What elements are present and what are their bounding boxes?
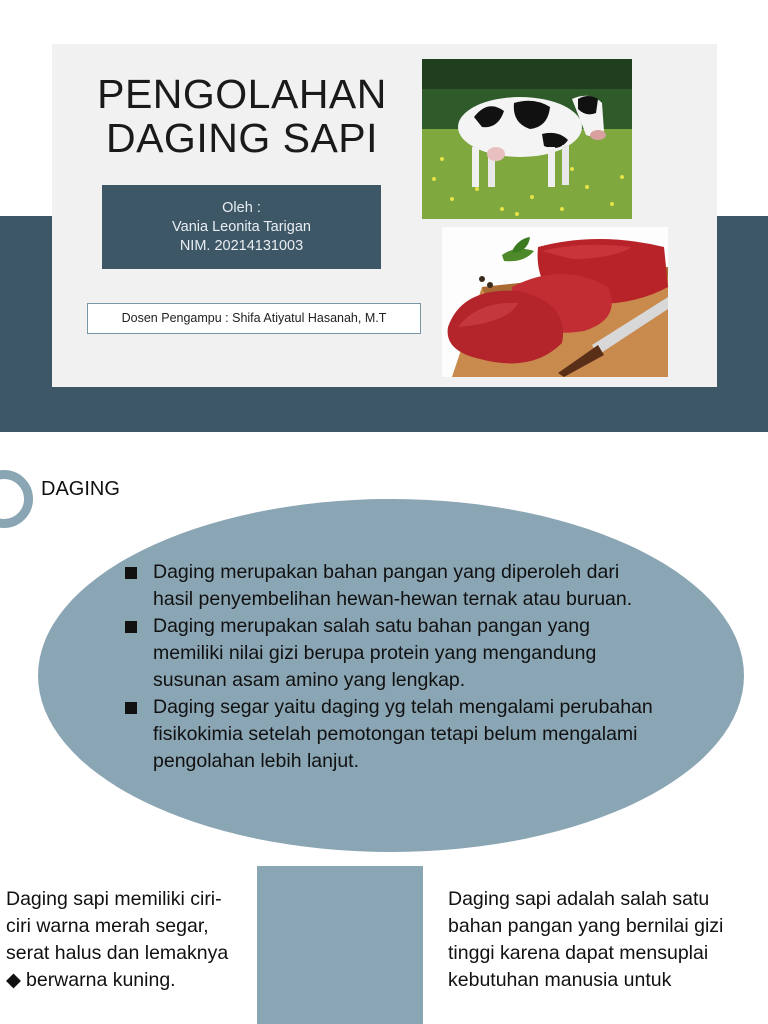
bullet-text-3: Daging segar yaitu daging yg telah mengalami perubahan fisikokimia setelah pemotongan tetapi belum mengalami pengolahan lebih lanjut. <box>153 696 653 772</box>
center-block <box>257 866 423 1024</box>
meat-illustration <box>442 227 668 377</box>
list-item <box>124 559 664 613</box>
content-slide <box>0 432 768 1024</box>
list-item <box>124 613 664 694</box>
bullet-text-1: Daging merupakan bahan pangan yang diperoleh dari hasil penyembelihan hewan-hewan ternak atau buruan. <box>153 561 633 610</box>
meat-photo <box>442 227 668 377</box>
author-name: Vania Leonita Tarigan <box>172 219 311 235</box>
title-line-1: PENGOLAHAN <box>97 71 387 117</box>
title-line-2: DAGING SAPI <box>105 115 379 161</box>
square-bullet-icon <box>125 567 137 579</box>
diamond-line <box>6 967 246 994</box>
square-bullet-icon <box>125 621 137 633</box>
slide-title <box>92 72 392 160</box>
diamond-text: berwarna kuning. <box>26 969 176 991</box>
right-text-block <box>448 886 748 994</box>
author-nim: NIM. 20214131003 <box>179 238 304 254</box>
cow-photo <box>422 59 632 219</box>
left-text: Daging sapi memiliki ciri-ciri warna merah segar, serat halus dan lemaknya <box>6 888 229 964</box>
list-item <box>124 694 664 775</box>
cow-illustration <box>422 59 632 219</box>
title-slide <box>0 0 768 432</box>
author-label: Oleh : <box>222 200 261 216</box>
ring-icon <box>0 470 33 528</box>
lecturer-box: Dosen Pengampu : Shifa Atiyatul Hasanah, M.T <box>87 303 421 334</box>
bullet-text-2: Daging merupakan salah satu bahan pangan yang memiliki nilai gizi berupa protein yang mengandung susunan asam amino yang lengkap. <box>153 615 597 691</box>
bullet-list <box>124 559 664 775</box>
author-box <box>102 185 381 269</box>
section-heading: DAGING <box>41 478 120 500</box>
square-bullet-icon <box>125 702 137 714</box>
diamond-bullet-icon: ◆ <box>6 969 21 991</box>
left-text-block <box>6 886 246 994</box>
right-text: Daging sapi adalah salah satu bahan pangan yang bernilai gizi tinggi karena dapat mensuplai kebutuhan manusia untuk <box>448 888 724 991</box>
